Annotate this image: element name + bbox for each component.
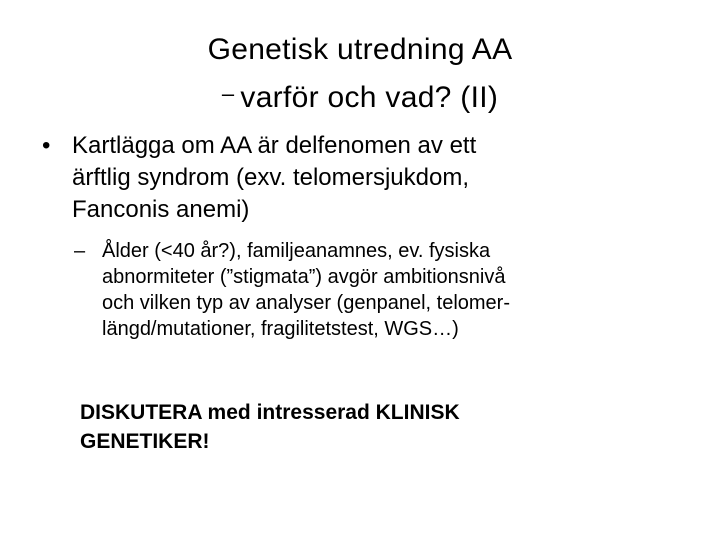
note-line-2: GENETIKER! [80, 430, 210, 453]
bullet-level-2-line-3: och vilken typ av analyser (genpanel, telomer- [102, 292, 510, 314]
bullet-marker: • [42, 132, 51, 159]
bullet-level-1-line-1: Kartlägga om AA är delfenomen av ett [72, 132, 477, 159]
bullet-level-2 [74, 238, 694, 342]
title-line-2-text: varför och vad? (II) [240, 81, 499, 114]
sub-bullet-marker: – [74, 240, 86, 262]
bullet-level-2-line-4: längd/mutationer, fragilitetstest, WGS…) [102, 318, 459, 340]
bullet-level-2-text [102, 238, 694, 342]
title-dash: – [221, 81, 235, 106]
slide-title [0, 28, 720, 120]
title-line-1: Genetisk utredning AA [207, 33, 513, 66]
bullet-level-2-line-1: Ålder (<40 år?), familjeanamnes, ev. fysiska [102, 240, 491, 262]
bullet-level-2-line-2: abnormiteter (”stigmata”) avgör ambitionsnivå [102, 266, 506, 288]
bullet-level-1-line-3: Fanconis anemi) [72, 196, 250, 223]
bullet-level-1-text [72, 130, 682, 226]
bullet-level-1 [42, 130, 682, 226]
bullet-level-1-line-2: ärftlig syndrom (exv. telomersjukdom, [72, 164, 470, 191]
title-line-2 [0, 72, 720, 120]
note-line-1: DISKUTERA med intresserad KLINISK [80, 401, 460, 424]
discussion-note [80, 398, 680, 456]
